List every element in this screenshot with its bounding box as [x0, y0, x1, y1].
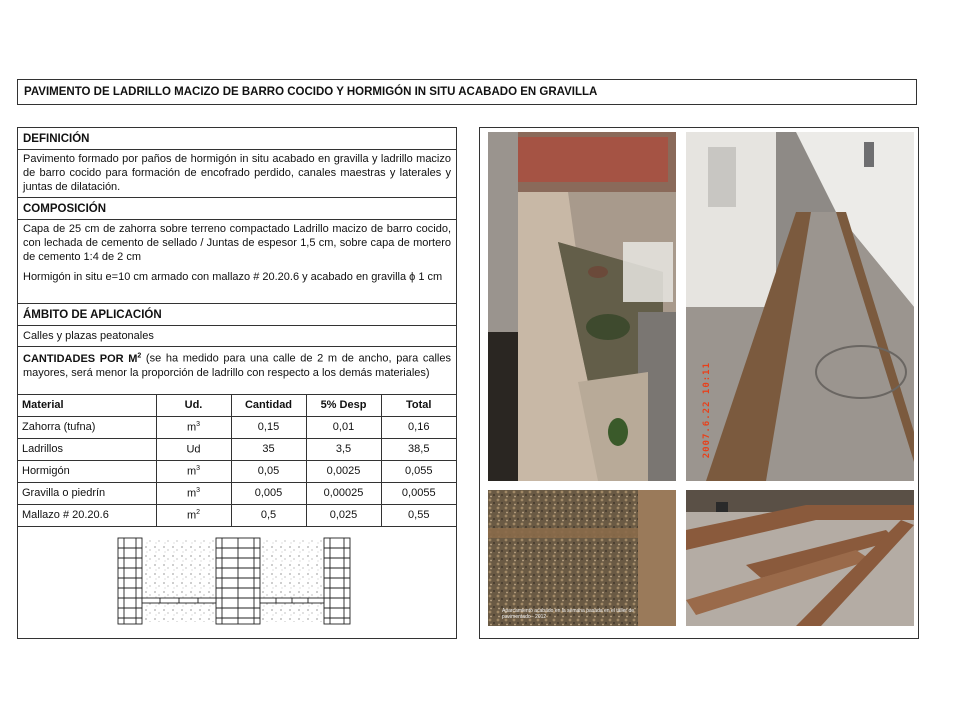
photo-finished-pavement [686, 132, 914, 481]
cell-unit: $m^2$ [156, 504, 231, 526]
cell-cantidad: 0,005 [231, 482, 306, 504]
cell-total: 0,16 [381, 416, 456, 438]
ambito-heading: ÁMBITO DE APLICACIÓN [18, 304, 456, 326]
cell-desp: 0,0025 [306, 460, 381, 482]
cell-cantidad: 0,5 [231, 504, 306, 526]
cell-total: 0,055 [381, 460, 456, 482]
brick-column-right [324, 538, 350, 624]
pavement-plan-sketch [108, 536, 388, 631]
cell-desp: 0,01 [306, 416, 381, 438]
photo-gravel-closeup [488, 490, 676, 626]
photo-gravel-closeup-image [488, 490, 676, 626]
header-cantidad: Cantidad [231, 395, 306, 416]
table-row [18, 416, 456, 438]
photo-finished-pavement-image [686, 132, 914, 481]
table-row [18, 460, 456, 482]
specification-panel [17, 127, 457, 639]
table-header-row [18, 395, 456, 416]
photo-street-aerial-image [488, 132, 676, 481]
table-row [18, 438, 456, 460]
header-material: Material [18, 395, 156, 416]
cell-cantidad: 0,15 [231, 416, 306, 438]
cell-desp: 0,00025 [306, 482, 381, 504]
cantidades-section [18, 347, 456, 395]
header-desp: 5% Desp [306, 395, 381, 416]
cell-desp: 3,5 [306, 438, 381, 460]
composicion-heading: COMPOSICIÓN [18, 198, 456, 220]
cell-cantidad: 0,05 [231, 460, 306, 482]
photo-panel [479, 127, 919, 639]
cell-material: Mallazo # 20.20.6 [18, 504, 156, 526]
photo-street-aerial [488, 132, 676, 481]
quantities-table [18, 395, 456, 527]
cell-unit: $m^3$ [156, 482, 231, 504]
composicion-text-1: Capa de 25 cm de zahorra sobre terreno compactado Ladrillo macizo de barro cocido, con lechada de cemento de sellado / Juntas de espesor 1,5 cm, sobre capa de mortero de cemento 1:4 de 2 cm [23, 223, 451, 263]
brick-column-left [118, 538, 142, 624]
cell-total: 38,5 [381, 438, 456, 460]
document-title: PAVIMENTO DE LADRILLO MACIZO DE BARRO COCIDO Y HORMIGÓN IN SITU ACABADO EN GRAVILLA [17, 79, 917, 105]
composicion-text-2: Hormigón in situ e=10 cm armado con mallazo # 20.20.6 y acabado en gravilla ϕ 1 cm [23, 271, 443, 283]
cell-total: 0,55 [381, 504, 456, 526]
cantidades-heading: CANTIDADES POR $M^2$ [23, 352, 142, 365]
cell-total: 0,0055 [381, 482, 456, 504]
cell-material: Ladrillos [18, 438, 156, 460]
photo-date-stamp: 2007.6.22 10:11 [702, 362, 712, 459]
cantidades-heading-sup: 2 [137, 352, 142, 359]
header-total: Total [381, 395, 456, 416]
cell-cantidad: 35 [231, 438, 306, 460]
photo-caption: Aparcamiento acabado en la semana pasada en el taller de pavimentado - 2012 [502, 608, 635, 620]
table-row [18, 504, 456, 526]
cell-unit: Ud [156, 438, 231, 460]
definicion-text: Pavimento formado por paños de hormigón in situ acabado en gravilla y ladrillo macizo de barro cocido para formación de encofrado perdido, canales maestras y laterales y juntas de dilatación. [18, 150, 456, 198]
header-unit: Ud. [156, 395, 231, 416]
cell-material: Gravilla o piedrín [18, 482, 156, 504]
definicion-heading: DEFINICIÓN [18, 128, 456, 150]
photo-brick-formwork-image [686, 490, 914, 626]
ambito-text: Calles y plazas peatonales [18, 326, 456, 347]
cell-unit: $m^3$ [156, 416, 231, 438]
table-row [18, 482, 456, 504]
cell-desp: 0,025 [306, 504, 381, 526]
brick-column-center [216, 538, 260, 624]
photo-brick-formwork [686, 490, 914, 626]
cell-unit: $m^3$ [156, 460, 231, 482]
cell-material: Zahorra (tufna) [18, 416, 156, 438]
cantidades-note: (se ha medido para una calle de 2 m de ancho, para calles mayores, será menor la proporción de ladrillo con respecto a los demás materiales) [23, 352, 451, 379]
composicion-body [18, 220, 456, 304]
cell-material: Hormigón [18, 460, 156, 482]
